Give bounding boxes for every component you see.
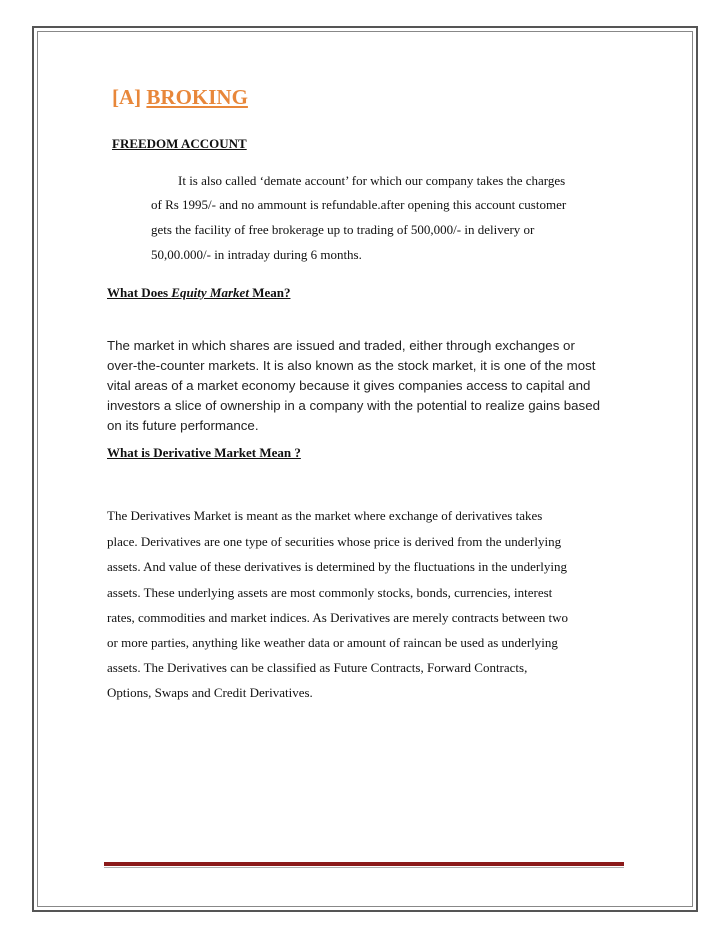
derivative-line: place. Derivatives are one type of securities whose price is derived from the underlying xyxy=(107,534,562,549)
freedom-line: It is also called ‘demate account’ for which our company takes the charges xyxy=(178,173,566,188)
section-title: BROKING xyxy=(146,85,248,109)
equity-line: on its future performance. xyxy=(107,418,259,433)
equity-heading-em: Equity Market xyxy=(171,285,249,300)
freedom-line: of Rs 1995/- and no ammount is refundable.after opening this account customer xyxy=(151,197,567,212)
section-heading xyxy=(112,85,248,110)
equity-heading-post: Mean? xyxy=(248,285,291,300)
derivative-line: assets. And value of these derivatives is determined by the fluctuations in the underlying xyxy=(107,559,567,574)
derivative-heading: What is Derivative Market Mean ? xyxy=(107,445,301,460)
equity-line: over-the-counter markets. It is also known as the stock market, it is one of the most xyxy=(107,358,596,373)
derivative-line: or more parties, anything like weather data or amount of raincan be used as underlying xyxy=(107,635,558,650)
equity-heading xyxy=(107,285,290,301)
footer-rule xyxy=(104,862,624,866)
page-border-inner xyxy=(37,31,693,907)
derivative-line: assets. These underlying assets are most commonly stocks, bonds, currencies, interest xyxy=(107,585,553,600)
derivative-line: The Derivatives Market is meant as the market where exchange of derivatives takes xyxy=(107,508,543,523)
equity-heading-pre: What Does xyxy=(107,285,172,300)
derivative-line: assets. The Derivatives can be classified as Future Contracts, Forward Contracts, xyxy=(107,660,528,675)
freedom-line: 50,00.000/- in intraday during 6 months. xyxy=(151,247,362,262)
footer-rule-shadow xyxy=(104,867,624,868)
section-prefix: [A] xyxy=(112,85,142,109)
derivative-line: Options, Swaps and Credit Derivatives. xyxy=(107,685,313,700)
equity-line: vital areas of a market economy because it gives companies access to capital and xyxy=(107,378,591,393)
freedom-heading: FREEDOM ACCOUNT xyxy=(112,136,247,151)
derivative-line: rates, commodities and market indices. As Derivatives are merely contracts between two xyxy=(107,610,568,625)
freedom-line: gets the facility of free brokerage up to trading of 500,000/- in delivery or xyxy=(151,222,535,237)
equity-line: The market in which shares are issued and traded, either through exchanges or xyxy=(107,338,575,353)
equity-line: investors a slice of ownership in a company with the potential to realize gains based xyxy=(107,398,600,413)
